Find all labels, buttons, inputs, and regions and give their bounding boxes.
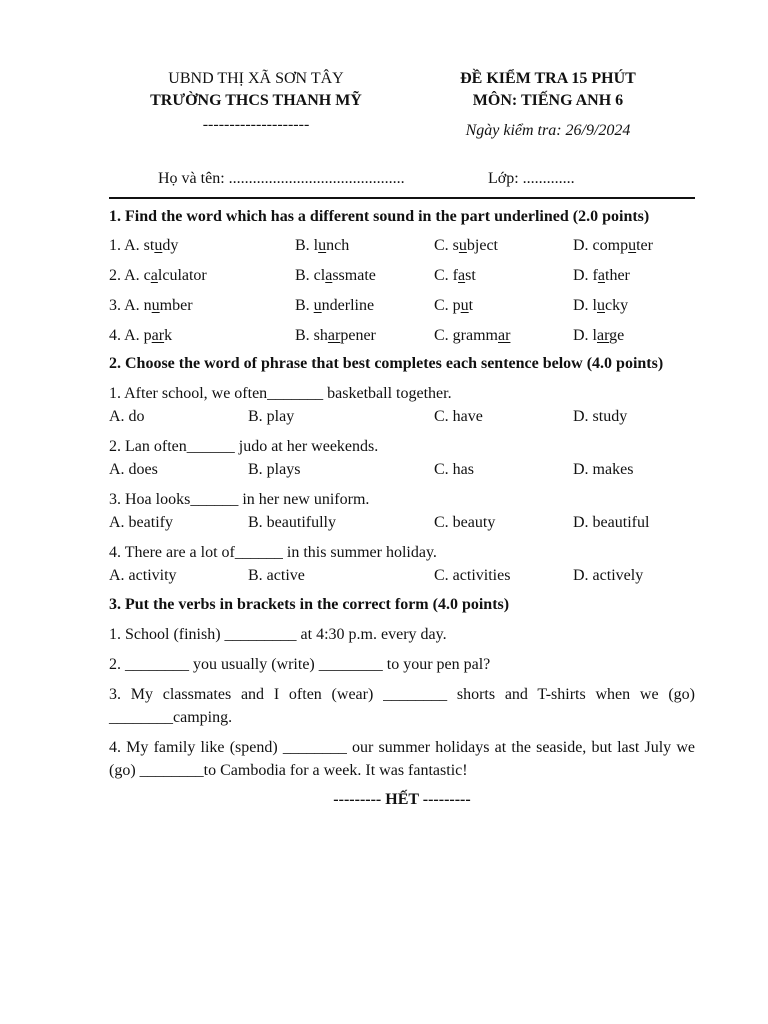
student-class-field: Lớp: .............	[488, 170, 575, 187]
underlined-part: u	[313, 296, 322, 314]
exam-date: Ngày kiểm tra: 26/9/2024	[465, 122, 631, 139]
subject-title: MÔN: TIẾNG ANH 6	[472, 92, 624, 109]
answer-option	[434, 264, 573, 287]
section-1	[109, 205, 695, 350]
option-text-after: ssmate	[332, 266, 376, 284]
answer-option	[109, 324, 295, 347]
fill-in-item: 2. ________ you usually (write) ________ to your pen pal?	[109, 656, 491, 673]
fill-in-item: 4. My family like (spend) ________ our summer holidays at the seaside, but last July we (go) ________to Cambodia for a week. It was fantastic!	[109, 739, 695, 779]
option-text-after: mber	[159, 296, 193, 314]
question-options	[109, 564, 695, 587]
section-2	[109, 352, 695, 587]
answer-option	[109, 294, 295, 317]
fill-in-item: 1. School (finish) _________ at 4:30 p.m. every day.	[109, 626, 447, 643]
answer-option: C. have	[434, 408, 483, 425]
underlined-part: u	[460, 296, 469, 314]
option-text-after: k	[164, 326, 173, 344]
underlined-part: a	[150, 266, 158, 284]
answer-option	[434, 324, 573, 347]
answer-option: B. plays	[248, 461, 301, 478]
option-text-before: C. f	[434, 266, 458, 284]
answer-option	[434, 234, 573, 257]
option-text-after: lculator	[157, 266, 207, 284]
answer-option	[573, 324, 695, 347]
underlined-part: ar	[597, 326, 610, 344]
option-text-before: D. l	[573, 326, 597, 344]
section-3	[109, 593, 695, 782]
underlined-part: u	[597, 296, 605, 314]
question-row	[109, 260, 695, 290]
answer-option	[295, 234, 434, 257]
answer-option: D. study	[573, 408, 628, 425]
question-item	[109, 488, 695, 534]
underlined-part: ar	[498, 326, 511, 344]
underlined-part: u	[154, 236, 163, 254]
option-text-after: st	[465, 266, 476, 284]
option-text-before: 1. A. st	[109, 236, 155, 254]
underlined-part: u	[151, 296, 160, 314]
question-stem: 3. Hoa looks______ in her new uniform.	[109, 491, 370, 508]
answer-option: A. beatify	[109, 514, 173, 531]
question-item	[109, 541, 695, 587]
header-divider: --------------------	[202, 116, 310, 133]
option-text-before: C. p	[434, 296, 461, 314]
end-marker: --------- HẾT ---------	[333, 791, 471, 808]
option-text-before: 3. A. n	[109, 296, 152, 314]
answer-option: C. beauty	[434, 514, 496, 531]
answer-option: C. has	[434, 461, 474, 478]
section-2-title: 2. Choose the word of phrase that best completes each sentence below (4.0 points)	[109, 355, 664, 372]
option-text-after: cky	[605, 296, 629, 314]
answer-option: D. beautiful	[573, 514, 650, 531]
underlined-part: a	[325, 266, 333, 284]
section-2-questions	[109, 382, 695, 587]
header-rule	[109, 197, 695, 199]
underlined-part: a	[458, 266, 466, 284]
question-row	[109, 320, 695, 350]
option-text-before: B. cl	[295, 266, 326, 284]
underlined-part: u	[458, 236, 467, 254]
option-text-before: C. s	[434, 236, 459, 254]
answer-option	[573, 234, 695, 257]
exam-title: ĐỀ KIỂM TRA 15 PHÚT	[460, 70, 636, 87]
option-text-after: pener	[340, 326, 376, 344]
option-text-after: dy	[162, 236, 179, 254]
option-text-after: bject	[466, 236, 498, 254]
header-right	[428, 68, 668, 142]
answer-option	[573, 264, 695, 287]
option-text-after: ter	[636, 236, 653, 254]
option-text-before: B.	[295, 296, 314, 314]
district-name: UBND THỊ XÃ SƠN TÂY	[168, 70, 344, 87]
header-left	[126, 68, 386, 136]
question-row	[109, 230, 695, 260]
underlined-part: u	[318, 236, 327, 254]
underlined-part: ar	[151, 326, 165, 344]
question-stem: 4. There are a lot of______ in this summer holiday.	[109, 544, 437, 561]
option-text-before: B. l	[295, 236, 319, 254]
answer-option: D. actively	[573, 567, 644, 584]
question-options	[109, 405, 695, 428]
answer-option: C. activities	[434, 567, 511, 584]
question-stem: 1. After school, we often_______ basketball together.	[109, 385, 452, 402]
option-text-before: B. sh	[295, 326, 328, 344]
school-name: TRƯỜNG THCS THANH MỸ	[150, 92, 362, 109]
answer-option: D. makes	[573, 461, 634, 478]
underlined-part: a	[597, 266, 605, 284]
answer-option	[109, 264, 295, 287]
option-text-before: 2. A. c	[109, 266, 151, 284]
answer-option	[295, 294, 434, 317]
answer-option	[573, 294, 695, 317]
option-text-before: C. gramm	[434, 326, 498, 344]
option-text-after: nch	[326, 236, 350, 254]
answer-option	[434, 294, 573, 317]
option-text-after: ther	[605, 266, 630, 284]
answer-option	[109, 234, 295, 257]
exam-content	[109, 205, 695, 811]
option-text-after: ge	[609, 326, 625, 344]
section-3-items	[109, 623, 695, 782]
section-1-title: 1. Find the word which has a different sound in the part underlined (2.0 points)	[109, 208, 650, 225]
answer-option: A. activity	[109, 567, 177, 584]
answer-option: A. do	[109, 408, 145, 425]
option-text-before: D. l	[573, 296, 597, 314]
underlined-part: ar	[327, 326, 341, 344]
question-row	[109, 290, 695, 320]
answer-option: A. does	[109, 461, 158, 478]
option-text-after: nderline	[321, 296, 375, 314]
answer-option	[295, 264, 434, 287]
fill-in-item: 3. My classmates and I often (wear) ________ shorts and T-shirts when we (go) ________camping.	[109, 686, 695, 726]
option-text-after: t	[468, 296, 474, 314]
question-item	[109, 435, 695, 481]
option-text-before: D. comp	[573, 236, 629, 254]
answer-option	[295, 324, 434, 347]
answer-option: B. active	[248, 567, 305, 584]
question-stem: 2. Lan often______ judo at her weekends.	[109, 438, 379, 455]
question-item	[109, 382, 695, 428]
answer-option: B. play	[248, 408, 295, 425]
option-text-before: 4. A. p	[109, 326, 152, 344]
section-3-title: 3. Put the verbs in brackets in the correct form (4.0 points)	[109, 596, 510, 613]
question-options	[109, 458, 695, 481]
student-name-field: Họ và tên: ............................................	[158, 170, 405, 187]
answer-option: B. beautifully	[248, 514, 336, 531]
question-options	[109, 511, 695, 534]
option-text-before: D. f	[573, 266, 598, 284]
section-1-rows	[109, 230, 695, 350]
underlined-part: u	[628, 236, 637, 254]
